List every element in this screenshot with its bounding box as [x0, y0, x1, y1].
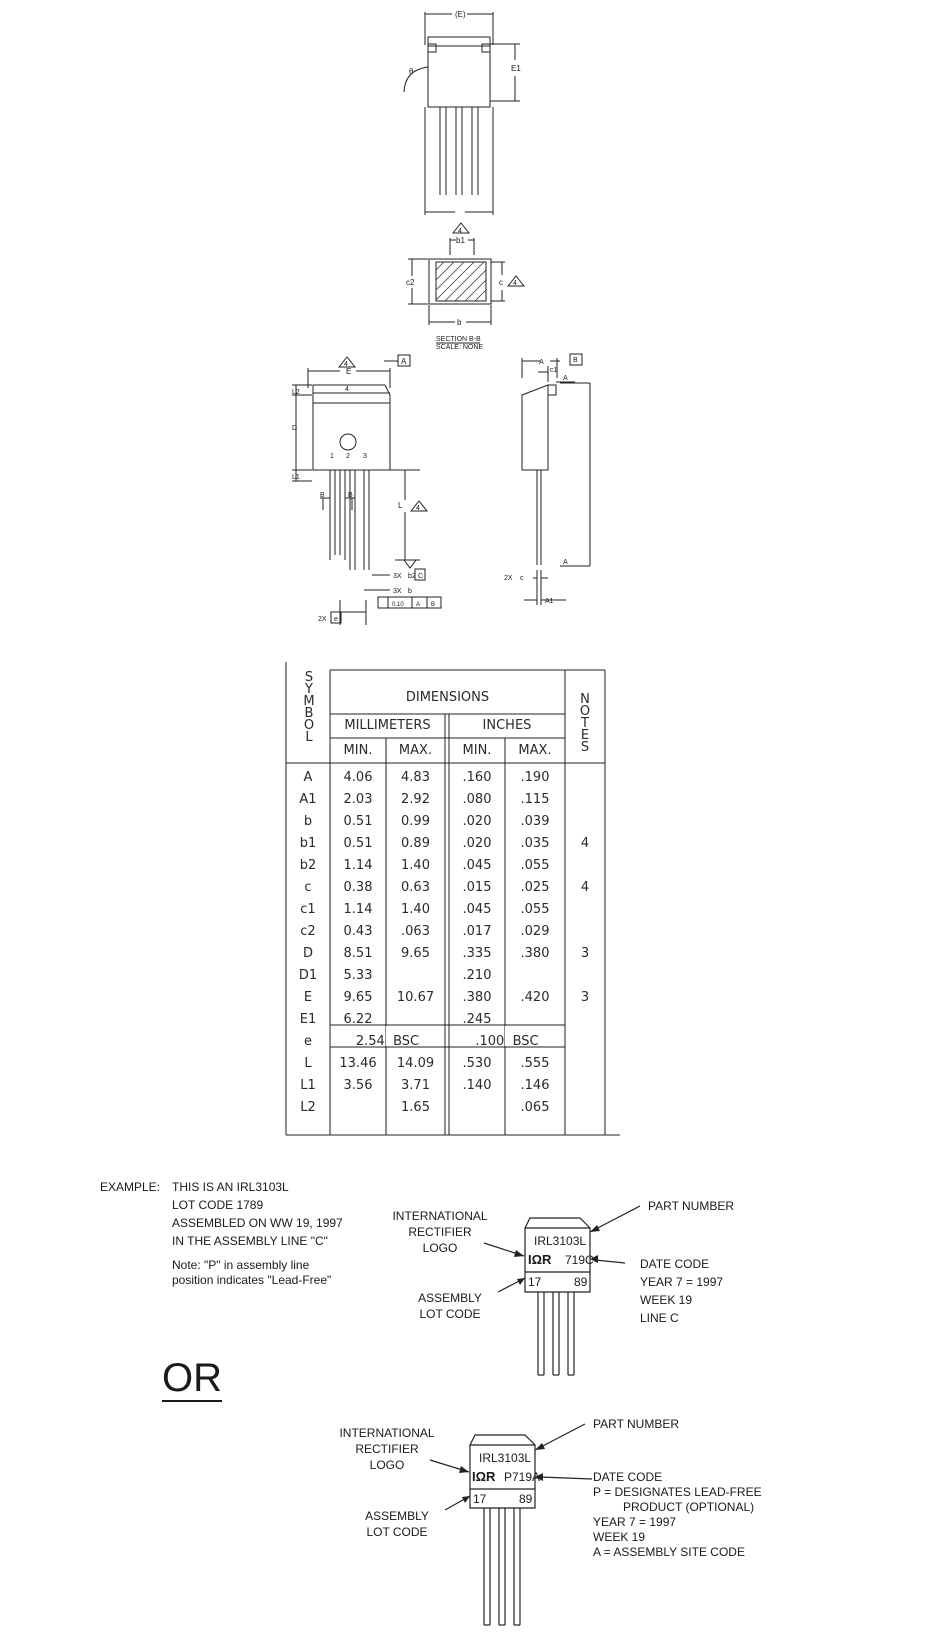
- cell-note: 3: [580, 990, 590, 1005]
- cell-symbol: b: [303, 814, 313, 829]
- dim-b-lead: b: [408, 588, 412, 595]
- cell-symbol: L: [304, 1056, 312, 1071]
- dim-L1: L1: [292, 474, 300, 481]
- cell-in-max: .055: [520, 858, 550, 873]
- label-line: INTERNATIONAL: [339, 1426, 435, 1440]
- cell-note: 4: [580, 836, 590, 851]
- dim-c2: c2: [406, 278, 415, 287]
- dim-L2: L2: [292, 389, 300, 396]
- dim-3x-b-prefix: 3X: [393, 588, 402, 595]
- cell-note: [565, 767, 605, 789]
- cell-symbol: L1: [300, 1078, 316, 1093]
- label-line: WEEK 19: [640, 1293, 693, 1307]
- cell-note: [565, 965, 605, 987]
- cell-note: [565, 1009, 605, 1031]
- cell-symbol: e: [304, 1034, 312, 1049]
- dim-c1: c1: [550, 367, 558, 374]
- cell-symbol: L2: [300, 1100, 316, 1115]
- cell-mm-max: 4.83: [401, 770, 430, 785]
- cell-mm-min: 5.33: [343, 968, 373, 983]
- cell-in-min: .080: [462, 792, 492, 807]
- marking-example-2: [0, 1400, 932, 1641]
- cell-symbol: b1: [299, 836, 317, 851]
- label-line: LOGO: [422, 1241, 458, 1255]
- cell-in-max: .029: [520, 924, 550, 939]
- table-row: [286, 877, 606, 899]
- mark2-logo: IΩR: [472, 1469, 496, 1484]
- mark1-date-code-label: [640, 1255, 723, 1327]
- cell-in-max: .380: [520, 946, 550, 961]
- note-line: Note: "P" in assembly line: [172, 1258, 310, 1272]
- cell-in-min: [449, 1097, 505, 1119]
- dim-e: e: [334, 616, 338, 623]
- cell-mm-min: 2.03: [343, 792, 373, 807]
- cell-mm-min: 4.06: [343, 770, 373, 785]
- label-line: LINE C: [640, 1311, 679, 1325]
- cell-note: [565, 811, 605, 833]
- note-tri-b1: 4: [458, 228, 462, 235]
- cell-note: [565, 1097, 605, 1119]
- notes-header: [576, 694, 594, 754]
- mark2-date: P719A: [504, 1470, 541, 1484]
- pin-1: 1: [330, 453, 334, 460]
- mm-min-header: MIN.: [343, 743, 373, 758]
- label-line: INTERNATIONAL: [392, 1209, 488, 1223]
- table-row: [286, 965, 606, 987]
- mark1-lot-right: 89: [574, 1275, 588, 1289]
- cell-in-max: .039: [520, 814, 550, 829]
- cell-mm-min: 9.65: [343, 990, 373, 1005]
- cell-mm-min: 8.51: [343, 946, 373, 961]
- section-mark-B-right: B: [348, 492, 353, 499]
- cell-in-min: .210: [462, 968, 492, 983]
- marking-example-1: [0, 1150, 932, 1390]
- mark1-part-number-label: PART NUMBER: [648, 1199, 735, 1213]
- example-line: LOT CODE 1789: [172, 1198, 264, 1212]
- cell-symbol: E1: [299, 1012, 317, 1027]
- section-scale: SCALE: NONE: [436, 344, 484, 351]
- cell-note: [565, 899, 605, 921]
- cell-mm-max: .063: [401, 924, 430, 939]
- label-line: A = ASSEMBLY SITE CODE: [593, 1545, 745, 1559]
- mark2-date-code-label: [593, 1470, 762, 1560]
- table-row: [286, 899, 606, 921]
- cell-mm-max: 9.65: [401, 946, 430, 961]
- dim-A-tip: A: [563, 375, 568, 382]
- fcf-datum-A: A: [416, 602, 421, 608]
- cell-in-min: .017: [462, 924, 492, 939]
- cell-symbol: A1: [299, 792, 317, 807]
- cell-mm-min: 0.51: [343, 814, 373, 829]
- notes-header-char: O: [579, 704, 591, 719]
- label-line: ASSEMBLY: [365, 1509, 429, 1523]
- cell-mm-max: 1.65: [401, 1100, 430, 1115]
- cell-mm-min: 1.14: [343, 858, 373, 873]
- cell-in-max: .555: [520, 1056, 550, 1071]
- table-row: [286, 943, 606, 965]
- dimensions-header: DIMENSIONS: [405, 690, 490, 705]
- tab-4-label: 4: [345, 386, 349, 393]
- millimeters-header: MILLIMETERS: [344, 718, 431, 733]
- label-line: DATE CODE: [593, 1470, 663, 1484]
- dim-2x-e-prefix: 2X: [318, 616, 327, 623]
- symbol-header-char: S: [304, 670, 314, 685]
- cell-symbol: c: [304, 880, 312, 895]
- label-line: WEEK 19: [593, 1530, 646, 1544]
- dim-A-bottom: A: [563, 559, 568, 566]
- notes-header-char: E: [580, 728, 590, 743]
- notes-header-char: N: [580, 692, 590, 707]
- cell-mm-max: 3.71: [401, 1078, 430, 1093]
- cell-note: [565, 1031, 605, 1053]
- cell-note: [565, 855, 605, 877]
- cell-mm-max: 0.99: [401, 814, 430, 829]
- mark1-part: IRL3103L: [534, 1234, 587, 1248]
- table-row: [286, 1097, 606, 1119]
- mark2-lot-left: 17: [473, 1492, 487, 1506]
- mark1-assembly-label: [405, 1290, 495, 1322]
- mark2-part: IRL3103L: [479, 1451, 532, 1465]
- datum-A: A: [401, 357, 407, 366]
- label-line: YEAR 7 = 1997: [593, 1515, 677, 1529]
- fcf-datum-B: B: [431, 602, 436, 608]
- dim-c: c: [499, 278, 503, 287]
- note-tri-L: 4: [416, 505, 420, 512]
- cell-in-bsc: .100 BSC: [475, 1034, 539, 1049]
- cell-mm-max: 1.40: [401, 858, 430, 873]
- label-line: LOGO: [369, 1458, 405, 1472]
- cell-in-min: .245: [462, 1012, 492, 1027]
- symbol-header-char: B: [304, 706, 314, 721]
- label-line: ASSEMBLY: [418, 1291, 482, 1305]
- cell-note: [565, 789, 605, 811]
- symbol-header-char: L: [305, 730, 313, 745]
- example-line: IN THE ASSEMBLY LINE "C": [172, 1234, 328, 1248]
- dim-D: D: [292, 425, 298, 432]
- cell-in-max: .146: [520, 1078, 550, 1093]
- symbol-header-char: M: [303, 694, 315, 709]
- cell-in-min: .015: [462, 880, 492, 895]
- label-line: PRODUCT (OPTIONAL): [623, 1500, 755, 1514]
- cell-mm-max: 14.09: [396, 1056, 435, 1071]
- cell-in-min: .020: [462, 814, 492, 829]
- label-line: DATE CODE: [640, 1257, 710, 1271]
- cell-mm-min: 0.51: [343, 836, 373, 851]
- mm-max-header: MAX.: [398, 743, 433, 758]
- cell-mm-max: 0.89: [401, 836, 430, 851]
- dim-A1: A1: [545, 598, 554, 605]
- cell-note: [565, 1053, 605, 1075]
- cell-mm-min: 13.46: [339, 1056, 377, 1071]
- dimension-rows: [286, 767, 606, 1119]
- cell-mm-max: [386, 965, 445, 987]
- symbol-header: [300, 672, 318, 744]
- cell-in-max: [505, 965, 565, 987]
- cell-note: [565, 921, 605, 943]
- cell-in-max: .190: [520, 770, 550, 785]
- cell-in-max: .065: [520, 1100, 550, 1115]
- in-max-header: MAX.: [518, 743, 552, 758]
- cell-note: 4: [580, 880, 590, 895]
- cell-mm-max: 10.67: [396, 990, 435, 1005]
- table-row: [286, 833, 606, 855]
- cell-mm-bsc: 2.54 BSC: [355, 1034, 420, 1049]
- cell-mm-max: 0.63: [401, 880, 430, 895]
- example-label: EXAMPLE:: [100, 1180, 161, 1194]
- cell-mm-min: 6.22: [343, 1012, 373, 1027]
- notes-header-char: T: [581, 716, 589, 731]
- or-label: OR: [162, 1356, 222, 1400]
- cell-symbol: c1: [300, 902, 316, 917]
- cell-mm-min: 3.56: [343, 1078, 373, 1093]
- cell-in-min: .045: [462, 858, 492, 873]
- cell-note: [565, 1075, 605, 1097]
- cell-note: 3: [580, 946, 590, 961]
- label-line: RECTIFIER: [408, 1225, 472, 1239]
- mark2-lot-right: 89: [519, 1492, 533, 1506]
- cell-in-max: .035: [520, 836, 550, 851]
- pin-3: 3: [363, 453, 367, 460]
- mark2-part-number-label: PART NUMBER: [593, 1417, 680, 1431]
- section-mark-B-left: B: [320, 492, 325, 499]
- dim-c-side: c: [520, 575, 524, 582]
- dim-b2: b2: [408, 573, 416, 580]
- label-line: RECTIFIER: [355, 1442, 419, 1456]
- table-row: [286, 987, 606, 1009]
- cell-mm-min: 1.14: [343, 902, 373, 917]
- dim-theta: θ: [409, 67, 414, 76]
- table-row: [286, 1009, 606, 1031]
- notes-header-char: S: [580, 740, 590, 755]
- mark1-intl-logo-label: [385, 1208, 495, 1256]
- note-tri-E: 4: [344, 361, 348, 368]
- example-line: ASSEMBLED ON WW 19, 1997: [172, 1216, 343, 1230]
- cell-mm-max: 1.40: [401, 902, 430, 917]
- table-row: [286, 789, 606, 811]
- cell-symbol: b2: [299, 858, 317, 873]
- datum-B: B: [573, 357, 578, 364]
- fcf-tolerance: 0.10: [392, 602, 404, 608]
- label-line: LOT CODE: [419, 1307, 481, 1321]
- cell-in-max: .115: [520, 792, 550, 807]
- dim-2x-c-prefix: 2X: [504, 575, 513, 582]
- cell-symbol: D: [302, 946, 313, 961]
- cell-in-max: .420: [520, 990, 550, 1005]
- cell-symbol: E: [303, 990, 313, 1005]
- symbol-header-char: O: [303, 718, 315, 733]
- cell-mm-min: 0.38: [343, 880, 373, 895]
- cell-in-min: .335: [462, 946, 492, 961]
- mark1-lot-left: 17: [528, 1275, 542, 1289]
- symbol-header-char: Y: [305, 682, 313, 697]
- label-line: LOT CODE: [366, 1525, 428, 1539]
- dim-b1: b1: [456, 236, 465, 245]
- dim-b: b: [457, 318, 462, 327]
- cell-in-max: .055: [520, 902, 550, 917]
- cell-mm-min: 0.43: [343, 924, 373, 939]
- cell-mm-max: 2.92: [401, 792, 430, 807]
- cell-in-min: .045: [462, 902, 492, 917]
- table-row: [286, 921, 606, 943]
- cell-in-min: .530: [462, 1056, 492, 1071]
- mark1-logo: IΩR: [528, 1252, 552, 1267]
- cell-in-max: .025: [520, 880, 550, 895]
- dim-A-side: A: [539, 359, 544, 366]
- cell-in-min: .160: [462, 770, 492, 785]
- dim-3x-b2-prefix: 3X: [393, 573, 402, 580]
- cell-symbol: A: [303, 770, 313, 785]
- cell-in-max: [505, 1009, 565, 1031]
- dim-E1: E1: [511, 64, 521, 73]
- mark2-intl-logo-label: [332, 1425, 442, 1473]
- note-tri-c: 4: [513, 280, 517, 287]
- table-row: [286, 1075, 606, 1097]
- inches-header: INCHES: [482, 718, 532, 733]
- cell-in-min: .140: [462, 1078, 492, 1093]
- cell-symbol: c2: [300, 924, 316, 939]
- label-line: YEAR 7 = 1997: [640, 1275, 724, 1289]
- table-row: [286, 1053, 606, 1075]
- datum-C: C: [418, 573, 424, 580]
- pin-2: 2: [346, 453, 350, 460]
- dim-E: E: [346, 367, 352, 376]
- example-line: THIS IS AN IRL3103L: [172, 1180, 289, 1194]
- note-line: position indicates "Lead-Free": [172, 1273, 332, 1287]
- dim-E-top: (E): [455, 10, 466, 19]
- label-line: P = DESIGNATES LEAD-FREE: [593, 1485, 762, 1499]
- cell-symbol: D1: [298, 968, 318, 983]
- cell-in-min: .020: [462, 836, 492, 851]
- table-row: [286, 1031, 606, 1053]
- table-row: [286, 811, 606, 833]
- table-row: [286, 855, 606, 877]
- cell-in-min: .380: [462, 990, 492, 1005]
- mark1-date: 719C: [565, 1253, 594, 1267]
- cell-mm-max: [386, 1009, 445, 1031]
- in-min-header: MIN.: [462, 743, 492, 758]
- section-title: SECTION B-B: [436, 336, 481, 343]
- dim-L: L: [398, 501, 403, 510]
- mark2-assembly-label: [352, 1508, 442, 1540]
- cell-mm-min: [330, 1097, 386, 1119]
- table-row: [286, 767, 606, 789]
